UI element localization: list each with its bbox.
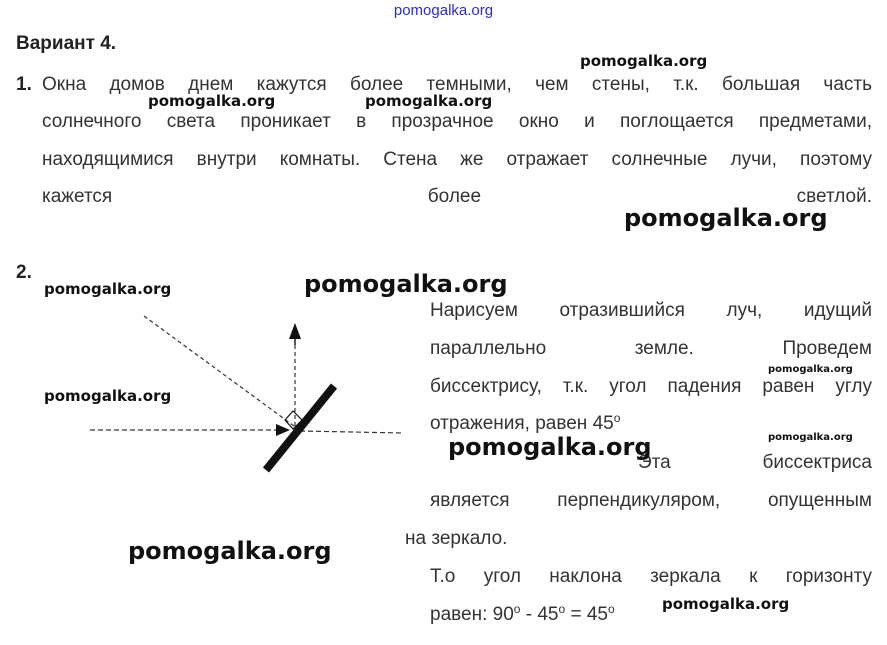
watermark: pomogalka.org <box>148 92 276 110</box>
watermark: pomogalka.org <box>128 537 332 565</box>
angle-minus-45: - 45 <box>520 604 559 625</box>
task2-line-6: является перпендикуляром, опущенным <box>430 490 872 511</box>
watermark: pomogalka.org <box>662 595 790 613</box>
header-watermark: pomogalka.org <box>393 2 494 19</box>
degree-mark: o <box>513 602 521 616</box>
task2-line-4 <box>430 413 620 435</box>
bisector-arrowhead <box>289 323 301 339</box>
watermark: pomogalka.org <box>365 92 493 110</box>
incident-ray <box>144 316 294 426</box>
task1-line-3: находящимися внутри комнаты. Стена же отражает солнечные лучи, поэтому <box>42 149 872 170</box>
watermark: pomogalka.org <box>304 270 508 298</box>
watermark: pomogalka.org <box>768 364 853 375</box>
degree-mark: o <box>558 602 566 616</box>
task2-line-9 <box>430 604 615 626</box>
watermark: pomogalka.org <box>448 433 652 461</box>
angle-90: равен: 90 <box>430 604 514 625</box>
watermark: pomogalka.org <box>44 387 172 405</box>
task2-line-2: параллельно земле. Проведем <box>430 338 872 359</box>
watermark: pomogalka.org <box>44 280 172 298</box>
angle-result-45: = 45 <box>565 604 608 625</box>
variant-title: Вариант 4. <box>16 33 117 54</box>
task1-line-4: кажется более светлой. <box>42 186 872 207</box>
task2-line-7: на зеркало. <box>405 528 508 549</box>
task1-number: 1. <box>16 74 32 95</box>
horizontal-ray-right <box>300 431 404 433</box>
watermark: pomogalka.org <box>768 432 853 443</box>
task2-line-4-text: отражения, равен 45 <box>430 413 614 434</box>
horizontal-ray-arrowhead <box>276 424 290 436</box>
task2-line-8: Т.о угол наклона зеркала к горизонту <box>430 566 872 587</box>
watermark: pomogalka.org <box>580 52 708 70</box>
task2-number: 2. <box>16 262 32 283</box>
task1-line-1: Окна домов днем кажутся более темными, чем стены, т.к. большая часть <box>42 74 872 95</box>
task2-line-3: биссектрису, т.к. угол падения равен углу <box>430 376 872 397</box>
degree-mark: o <box>613 411 621 425</box>
task2-line-1: Нарисуем отразившийся луч, идущий <box>430 300 872 321</box>
degree-mark: o <box>607 602 615 616</box>
task1-line-2: солнечного света проникает в прозрачное окно и поглощается предметами, <box>42 111 872 132</box>
watermark: pomogalka.org <box>624 204 828 232</box>
task2-line-5: Эта биссектриса <box>638 452 872 473</box>
